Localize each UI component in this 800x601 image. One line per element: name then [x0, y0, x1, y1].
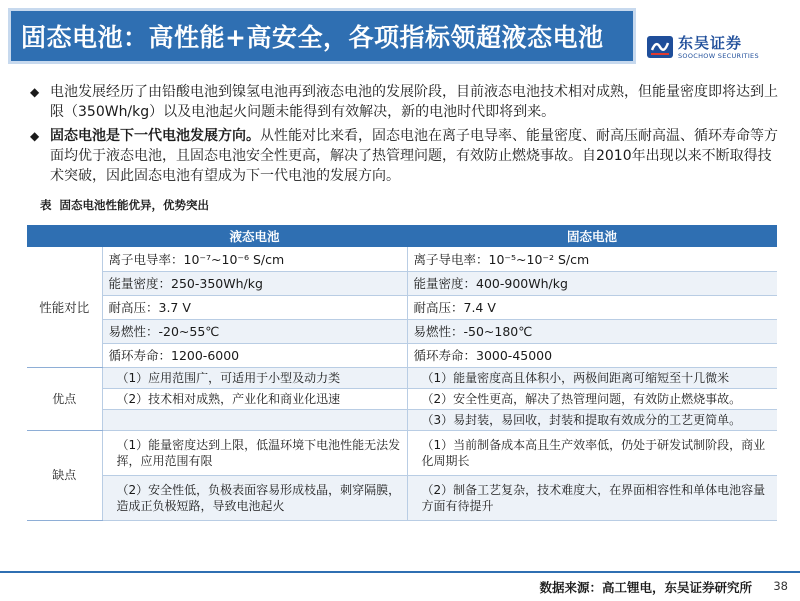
table-row — [27, 367, 777, 388]
table-row — [27, 295, 777, 319]
solid-cell: 耐高压：7.4 V — [407, 295, 777, 319]
comparison-table — [27, 225, 777, 521]
liquid-cell: 循环寿命：1200-6000 — [102, 343, 407, 367]
solid-cell: （1）能量密度高且体积小，两极间距离可缩短至十几微米 — [407, 367, 777, 388]
liquid-cell: （1）能量密度达到上限，低温环境下电池性能无法发挥，应用范围有限 — [102, 430, 407, 475]
liquid-cell: 耐高压：3.7 V — [102, 295, 407, 319]
table-row — [27, 247, 777, 271]
solid-cell: （2）安全性更高，解决了热管理问题，有效防止燃烧事故。 — [407, 388, 777, 409]
caption-prefix: 表 — [40, 198, 52, 212]
solid-cell: 离子导电率：10⁻⁵~10⁻² S/cm — [407, 247, 777, 271]
page-number: 38 — [773, 579, 788, 593]
table-row — [27, 388, 777, 409]
table-row — [27, 475, 777, 520]
bullet-lead: 固态电池是下一代电池发展方向。 — [50, 128, 260, 144]
row-label-advantages: 优点 — [27, 367, 102, 430]
diamond-bullet-icon: ◆ — [30, 129, 40, 143]
logo-name-en: SOOCHOW SECURITIES — [678, 52, 759, 60]
soochow-logo-icon — [646, 34, 674, 60]
solid-cell: 易燃性：-50~180℃ — [407, 319, 777, 343]
table-caption — [40, 197, 209, 213]
liquid-cell: 能量密度：250-350Wh/kg — [102, 271, 407, 295]
header-liquid: 液态电池 — [102, 225, 407, 247]
liquid-cell — [102, 409, 407, 430]
liquid-cell: 离子电导率：10⁻⁷~10⁻⁶ S/cm — [102, 247, 407, 271]
liquid-cell: （2）技术相对成熟，产业化和商业化迅速 — [102, 388, 407, 409]
liquid-cell: 易燃性：-20~55℃ — [102, 319, 407, 343]
table-row — [27, 319, 777, 343]
table-header-row — [27, 225, 777, 247]
solid-cell: （1）当前制备成本高且生产效率低，仍处于研发试制阶段，商业化周期长 — [407, 430, 777, 475]
data-source: 数据来源：高工锂电，东吴证券研究所 — [539, 580, 752, 595]
table-row — [27, 430, 777, 475]
liquid-cell: （1）应用范围广，可适用于小型及动力类 — [102, 367, 407, 388]
title-banner — [8, 8, 636, 64]
bullet-list — [30, 82, 778, 190]
solid-cell: （2）制备工艺复杂，技术难度大，在界面相容性和单体电池容量方面有待提升 — [407, 475, 777, 520]
footer-divider — [0, 571, 800, 573]
bullet-item — [30, 82, 778, 122]
bullet-text: 电池发展经历了由铅酸电池到镍氢电池再到液态电池的发展阶段，目前液态电池技术相对成熟，但能量密度即将达到上限（350Wh/kg）以及电池起火问题未能得到有效解决，新的电池时代即将到来。 — [50, 84, 778, 120]
solid-cell: 循环寿命：3000-45000 — [407, 343, 777, 367]
solid-cell: 能量密度：400-900Wh/kg — [407, 271, 777, 295]
row-label-performance: 性能对比 — [27, 247, 102, 367]
bullet-item — [30, 126, 778, 186]
bullet-text: 从性能对比来看，固态电池在离子电导率、能量密度、耐高压耐高温、循环寿命等方面均优于液态电池，且固态电池安全性更高，解决了热管理问题，有效防止燃烧事故。自2010年出现以来不断取得技术突破，因此固态电池有望成为下一代电池的发展方向。 — [50, 128, 778, 184]
table-row — [27, 343, 777, 367]
diamond-bullet-icon: ◆ — [30, 85, 40, 99]
caption-text: 固态电池性能优异，优势突出 — [59, 198, 209, 212]
page-title: 固态电池：高性能+高安全，各项指标领超液态电池 — [21, 23, 604, 52]
header-blank — [27, 225, 102, 247]
logo-name-cn: 东吴证券 — [678, 34, 743, 52]
table-row — [27, 271, 777, 295]
liquid-cell: （2）安全性低，负极表面容易形成枝晶，刺穿隔膜，造成正负极短路，导致电池起火 — [102, 475, 407, 520]
solid-cell: （3）易封装，易回收，封装和提取有效成分的工艺更简单。 — [407, 409, 777, 430]
row-label-disadvantages: 缺点 — [27, 430, 102, 520]
brand-logo — [646, 34, 776, 64]
table-row — [27, 409, 777, 430]
header-solid: 固态电池 — [407, 225, 777, 247]
